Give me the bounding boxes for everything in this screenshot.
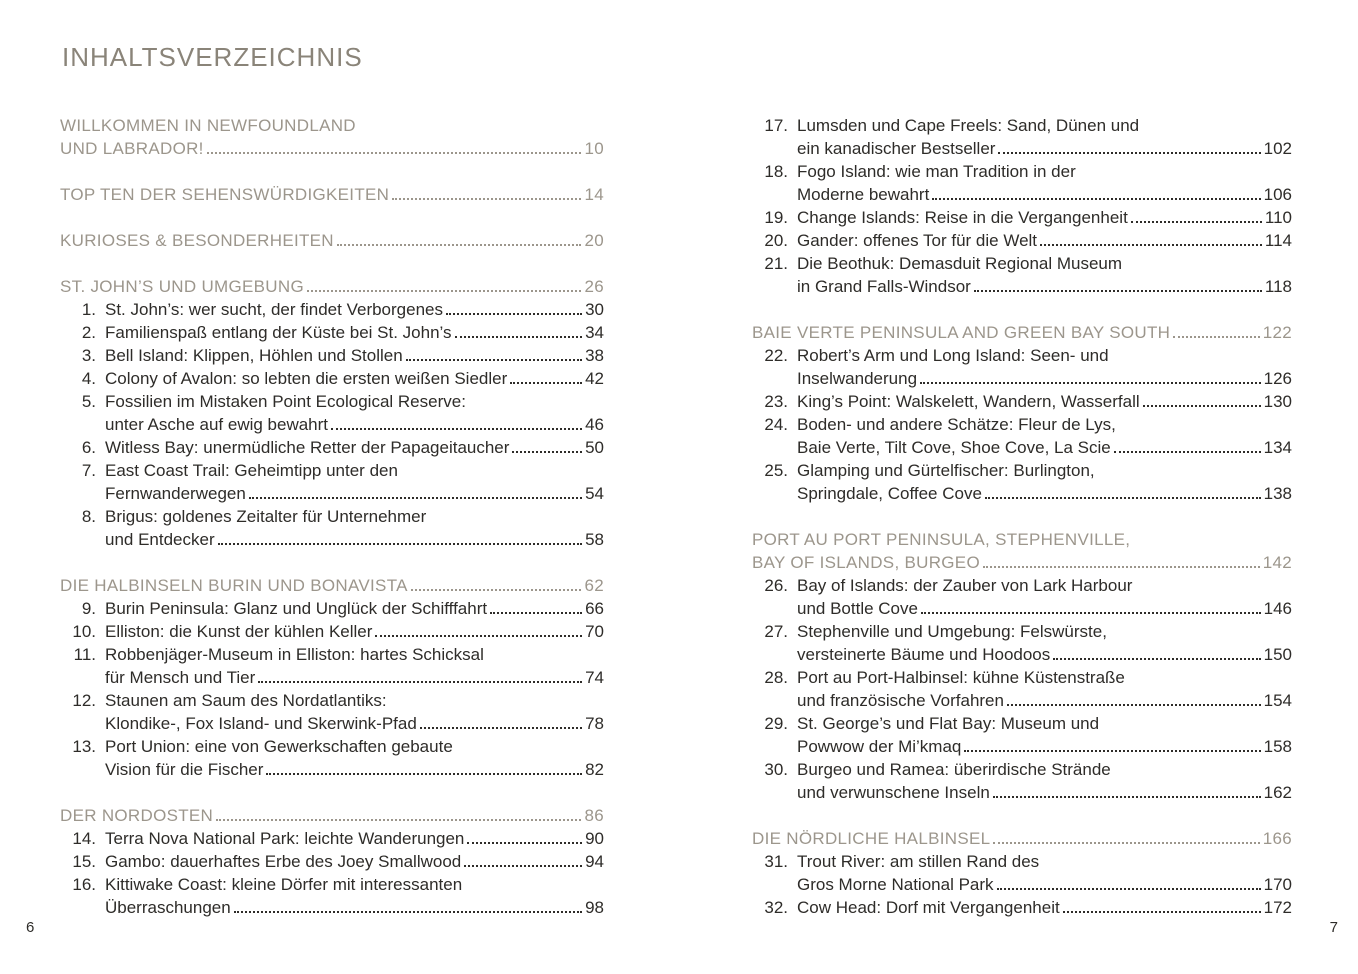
section-heading-text: ST. JOHN’S UND UMGEBUNG — [60, 277, 304, 296]
entry-text: Gambo: dauerhaftes Erbe des Joey Smallwood — [105, 852, 462, 871]
section-heading-line — [752, 551, 1292, 574]
dotted-leader — [446, 313, 582, 315]
entry-page-number: 46 — [585, 415, 604, 434]
entry-text: Glamping und Gürtelfischer: Burlington, — [797, 461, 1095, 480]
dotted-leader — [1040, 244, 1262, 246]
section-heading-line — [60, 114, 604, 137]
entry-text: Kittiwake Coast: kleine Dörfer mit interessanten — [105, 875, 463, 894]
entry-text: St. John’s: wer sucht, der findet Verborgenes — [105, 300, 443, 319]
entry-text: Fossilien im Mistaken Point Ecological Reserve: — [105, 392, 466, 411]
toc-section — [752, 114, 1292, 298]
dotted-leader — [993, 796, 1261, 798]
toc-entry-line — [752, 689, 1292, 712]
toc-entry-line — [752, 413, 1292, 436]
dotted-leader — [249, 497, 582, 499]
toc-entry-line — [60, 413, 604, 436]
section-heading-text: DIE HALBINSELN BURIN UND BONAVISTA — [60, 576, 408, 595]
toc-section — [60, 574, 604, 781]
dotted-leader — [307, 290, 582, 292]
entry-page-number: 130 — [1263, 392, 1292, 411]
entry-number: 29. — [764, 714, 788, 733]
toc-entry-line — [752, 114, 1292, 137]
toc-section — [60, 804, 604, 919]
entry-page-number: 106 — [1263, 185, 1292, 204]
entry-number: 25. — [764, 461, 788, 480]
entry-text: Überraschungen — [105, 898, 231, 917]
entry-text: Stephenville und Umgebung: Felswürste, — [797, 622, 1107, 641]
entry-text: Baie Verte, Tilt Cove, Shoe Cove, La Scie — [797, 438, 1111, 457]
dotted-leader — [921, 612, 1261, 614]
entry-text: und Entdecker — [105, 530, 215, 549]
entry-number: 11. — [73, 645, 96, 664]
toc-section — [60, 229, 604, 252]
toc-entry-line — [60, 528, 604, 551]
toc-entry-line — [752, 781, 1292, 804]
entry-page-number: 70 — [585, 622, 604, 641]
toc-section — [752, 827, 1292, 919]
entry-page-number: 98 — [585, 898, 604, 917]
toc-entry-line — [752, 252, 1292, 275]
toc-entry-line — [60, 482, 604, 505]
entry-page-number: 74 — [585, 668, 604, 687]
entry-text: Terra Nova National Park: leichte Wanderungen — [105, 829, 465, 848]
entry-text: Burgeo und Ramea: überirdische Strände — [797, 760, 1111, 779]
section-page-number: 62 — [584, 576, 604, 595]
toc-entry-line — [60, 620, 604, 643]
entry-page-number: 102 — [1263, 139, 1292, 158]
toc-entry-line — [752, 459, 1292, 482]
toc-entry-line — [752, 712, 1292, 735]
entry-page-number: 118 — [1264, 277, 1292, 296]
dotted-leader — [932, 198, 1260, 200]
dotted-leader — [467, 842, 582, 844]
entry-text: Boden- und andere Schätze: Fleur de Lys, — [797, 415, 1116, 434]
toc-entry-line — [752, 206, 1292, 229]
toc-entry-line — [752, 275, 1292, 298]
entry-text: ein kanadischer Bestseller — [797, 139, 996, 158]
toc-entry-line — [752, 344, 1292, 367]
toc-entry-line — [752, 367, 1292, 390]
dotted-leader — [1143, 405, 1261, 407]
dotted-leader — [490, 612, 582, 614]
entry-page-number: 42 — [585, 369, 604, 388]
entry-text: für Mensch und Tier — [105, 668, 256, 687]
toc-entry-line — [752, 229, 1292, 252]
toc-entry-line — [752, 620, 1292, 643]
section-page-number: 86 — [584, 806, 604, 825]
section-heading-line — [752, 321, 1292, 344]
entry-text: in Grand Falls-Windsor — [797, 277, 971, 296]
toc-entry-line — [752, 758, 1292, 781]
toc-entry-line — [752, 137, 1292, 160]
page-number-right: 7 — [1329, 919, 1338, 936]
entry-text: und französische Vorfahren — [797, 691, 1004, 710]
toc-section — [752, 321, 1292, 505]
entry-text: Robert’s Arm und Long Island: Seen- und — [797, 346, 1109, 365]
entry-number: 10. — [72, 622, 96, 641]
section-heading-text: DIE NÖRDLICHE HALBINSEL — [752, 829, 991, 848]
entry-number: 9. — [81, 599, 96, 618]
entry-number: 22. — [764, 346, 788, 365]
entry-page-number: 54 — [585, 484, 604, 503]
dotted-leader — [266, 773, 582, 775]
toc-column-right — [752, 114, 1292, 919]
entry-text: Fogo Island: wie man Tradition in der — [797, 162, 1076, 181]
entry-page-number: 110 — [1264, 208, 1292, 227]
toc-entry-line — [60, 758, 604, 781]
entry-text: Change Islands: Reise in die Vergangenheit — [797, 208, 1128, 227]
section-heading-line — [60, 804, 604, 827]
dotted-leader — [998, 152, 1260, 154]
entry-number: 32. — [764, 898, 788, 917]
entry-page-number: 146 — [1263, 599, 1292, 618]
entry-text: St. George’s und Flat Bay: Museum und — [797, 714, 1100, 733]
dotted-leader — [420, 727, 582, 729]
entry-page-number: 170 — [1263, 875, 1292, 894]
dotted-leader — [375, 635, 582, 637]
entry-text: Gros Morne National Park — [797, 875, 994, 894]
entry-text: Powwow der Mi’kmaq — [797, 737, 962, 756]
section-heading-text: DER NORDOSTEN — [60, 806, 214, 825]
dotted-leader — [974, 290, 1262, 292]
entry-page-number: 162 — [1263, 783, 1292, 802]
dotted-leader — [1053, 658, 1260, 660]
entry-number: 12. — [72, 691, 96, 710]
section-heading-text: WILLKOMMEN IN NEWFOUNDLAND — [60, 116, 356, 135]
entry-text: Gander: offenes Tor für die Welt — [797, 231, 1038, 250]
toc-entry-line — [60, 597, 604, 620]
toc-entry-line — [752, 666, 1292, 689]
toc-entry-line — [60, 666, 604, 689]
dotted-leader — [920, 382, 1261, 384]
dotted-leader — [331, 428, 582, 430]
toc-entry-line — [60, 712, 604, 735]
section-page-number: 10 — [584, 139, 604, 158]
entry-number: 15. — [72, 852, 96, 871]
dotted-leader — [207, 152, 582, 154]
section-heading-text: TOP TEN DER SEHENSWÜRDIGKEITEN — [60, 185, 390, 204]
entry-text: Die Beothuk: Demasduit Regional Museum — [797, 254, 1123, 273]
entry-text: Robbenjäger-Museum in Elliston: hartes Schicksal — [105, 645, 484, 664]
entry-page-number: 66 — [585, 599, 604, 618]
entry-number: 23. — [764, 392, 788, 411]
section-page-number: 20 — [584, 231, 604, 250]
entry-number: 1. — [81, 300, 96, 319]
entry-page-number: 134 — [1263, 438, 1292, 457]
toc-entry-line — [60, 321, 604, 344]
section-heading-text: BAY OF ISLANDS, BURGEO — [752, 553, 980, 572]
toc-section — [60, 114, 604, 160]
entry-text: Elliston: die Kunst der kühlen Keller — [105, 622, 373, 641]
entry-number: 27. — [764, 622, 788, 641]
toc-entry-line — [60, 689, 604, 712]
entry-page-number: 34 — [585, 323, 604, 342]
entry-text: Familienspaß entlang der Küste bei St. John’s — [105, 323, 452, 342]
entry-page-number: 50 — [585, 438, 604, 457]
entry-number: 6. — [81, 438, 96, 457]
toc-entry-line — [752, 482, 1292, 505]
entry-text: versteinerte Bäume und Hoodoos — [797, 645, 1051, 664]
entry-page-number: 82 — [585, 760, 604, 779]
entry-text: Fernwanderwegen — [105, 484, 246, 503]
toc-entry-line — [60, 643, 604, 666]
entry-page-number: 114 — [1264, 231, 1292, 250]
entry-text: Port au Port-Halbinsel: kühne Küstenstraße — [797, 668, 1125, 687]
toc-section — [60, 183, 604, 206]
toc-entry-line — [752, 896, 1292, 919]
dotted-leader — [512, 451, 582, 453]
entry-number: 20. — [764, 231, 788, 250]
section-heading-text: BAIE VERTE PENINSULA AND GREEN BAY SOUTH — [752, 323, 1171, 342]
entry-text: Vision für die Fischer — [105, 760, 264, 779]
entry-page-number: 90 — [585, 829, 604, 848]
toc-entry-line — [60, 298, 604, 321]
section-heading-line — [60, 275, 604, 298]
entry-text: Staunen am Saum des Nordatlantiks: — [105, 691, 387, 710]
toc-entry-line — [60, 850, 604, 873]
entry-number: 13. — [72, 737, 96, 756]
toc-entry-line — [752, 390, 1292, 413]
toc-entry-line — [752, 160, 1292, 183]
dotted-leader — [1173, 336, 1260, 338]
section-page-number: 14 — [584, 185, 604, 204]
dotted-leader — [1063, 911, 1261, 913]
toc-entry-line — [60, 390, 604, 413]
entry-text: Bell Island: Klippen, Höhlen und Stollen — [105, 346, 403, 365]
toc-entry-line — [60, 873, 604, 896]
dotted-leader — [234, 911, 582, 913]
dotted-leader — [964, 750, 1260, 752]
entry-page-number: 138 — [1263, 484, 1292, 503]
toc-entry-line — [60, 459, 604, 482]
entry-page-number: 150 — [1263, 645, 1292, 664]
dotted-leader — [1007, 704, 1261, 706]
dotted-leader — [993, 842, 1259, 844]
entry-number: 30. — [764, 760, 788, 779]
entry-text: Klondike-, Fox Island- und Skerwink-Pfad — [105, 714, 417, 733]
section-heading-line — [752, 827, 1292, 850]
entry-page-number: 94 — [585, 852, 604, 871]
entry-text: und Bottle Cove — [797, 599, 918, 618]
toc-entry-line — [752, 643, 1292, 666]
entry-page-number: 172 — [1263, 898, 1292, 917]
section-heading-line — [60, 229, 604, 252]
toc-entry-line — [752, 873, 1292, 896]
toc-section — [752, 528, 1292, 804]
toc-entry-line — [752, 183, 1292, 206]
section-heading-text: UND LABRADOR! — [60, 139, 204, 158]
entry-text: Cow Head: Dorf mit Vergangenheit — [797, 898, 1060, 917]
entry-number: 17. — [764, 116, 788, 135]
entry-text: Lumsden und Cape Freels: Sand, Dünen und — [797, 116, 1140, 135]
dotted-leader — [406, 359, 582, 361]
dotted-leader — [258, 681, 582, 683]
section-heading-line — [752, 528, 1292, 551]
toc-entry-line — [752, 436, 1292, 459]
entry-text: Colony of Avalon: so lebten die ersten weißen Siedler — [105, 369, 508, 388]
entry-number: 31. — [764, 852, 788, 871]
dotted-leader — [337, 244, 582, 246]
entry-number: 14. — [72, 829, 96, 848]
toc-column-left — [60, 114, 604, 919]
toc-entry-line — [752, 597, 1292, 620]
entry-text: Inselwanderung — [797, 369, 918, 388]
toc-entry-line — [752, 735, 1292, 758]
entry-number: 21. — [764, 254, 788, 273]
entry-number: 2. — [81, 323, 96, 342]
toc-entry-line — [60, 827, 604, 850]
dotted-leader — [983, 566, 1260, 568]
dotted-leader — [411, 589, 582, 591]
toc-section — [60, 275, 604, 551]
dotted-leader — [1131, 221, 1262, 223]
dotted-leader — [455, 336, 583, 338]
section-page-number: 26 — [584, 277, 604, 296]
entry-text: unter Asche auf ewig bewahrt — [105, 415, 329, 434]
entry-text: Trout River: am stillen Rand des — [797, 852, 1040, 871]
toc-entry-line — [60, 896, 604, 919]
entry-number: 26. — [764, 576, 788, 595]
entry-text: Brigus: goldenes Zeitalter für Unternehmer — [105, 507, 427, 526]
toc-entry-line — [60, 367, 604, 390]
entry-text: Moderne bewahrt — [797, 185, 930, 204]
entry-page-number: 158 — [1263, 737, 1292, 756]
entry-number: 4. — [81, 369, 96, 388]
dotted-leader — [997, 888, 1261, 890]
entry-number: 8. — [81, 507, 96, 526]
entry-number: 5. — [81, 392, 96, 411]
entry-text: und verwunschene Inseln — [797, 783, 990, 802]
dotted-leader — [1114, 451, 1261, 453]
toc-entry-line — [60, 344, 604, 367]
section-heading-line — [60, 183, 604, 206]
entry-text: Bay of Islands: der Zauber von Lark Harbour — [797, 576, 1133, 595]
entry-page-number: 126 — [1263, 369, 1292, 388]
dotted-leader — [216, 819, 581, 821]
entry-text: Burin Peninsula: Glanz und Unglück der Schifffahrt — [105, 599, 488, 618]
entry-number: 16. — [72, 875, 96, 894]
dotted-leader — [464, 865, 582, 867]
entry-number: 24. — [764, 415, 788, 434]
toc-columns — [60, 114, 1292, 919]
dotted-leader — [392, 198, 581, 200]
section-heading-text: PORT AU PORT PENINSULA, STEPHENVILLE, — [752, 530, 1131, 549]
page-number-left: 6 — [26, 919, 35, 936]
toc-entry-line — [60, 436, 604, 459]
toc-entry-line — [60, 505, 604, 528]
section-page-number: 142 — [1262, 553, 1292, 572]
section-page-number: 122 — [1262, 323, 1292, 342]
entry-text: East Coast Trail: Geheimtipp unter den — [105, 461, 398, 480]
entry-number: 3. — [81, 346, 96, 365]
section-page-number: 166 — [1262, 829, 1292, 848]
entry-text: King’s Point: Walskelett, Wandern, Wasserfall — [797, 392, 1140, 411]
section-heading-line — [60, 137, 604, 160]
toc-entry-line — [60, 735, 604, 758]
entry-page-number: 30 — [585, 300, 604, 319]
entry-number: 28. — [764, 668, 788, 687]
section-heading-text: KURIOSES & BESONDERHEITEN — [60, 231, 334, 250]
dotted-leader — [510, 382, 582, 384]
entry-text: Springdale, Coffee Cove — [797, 484, 982, 503]
section-heading-line — [60, 574, 604, 597]
page-title: INHALTSVERZEICHNIS — [62, 42, 363, 72]
dotted-leader — [218, 543, 582, 545]
entry-page-number: 38 — [585, 346, 604, 365]
toc-entry-line — [752, 850, 1292, 873]
entry-number: 7. — [81, 461, 96, 480]
entry-number: 18. — [764, 162, 788, 181]
toc-entry-line — [752, 574, 1292, 597]
entry-page-number: 154 — [1263, 691, 1292, 710]
entry-page-number: 58 — [585, 530, 604, 549]
entry-page-number: 78 — [585, 714, 604, 733]
entry-text: Port Union: eine von Gewerkschaften gebaute — [105, 737, 453, 756]
entry-number: 19. — [764, 208, 788, 227]
dotted-leader — [985, 497, 1261, 499]
entry-text: Witless Bay: unermüdliche Retter der Papageitaucher — [105, 438, 510, 457]
